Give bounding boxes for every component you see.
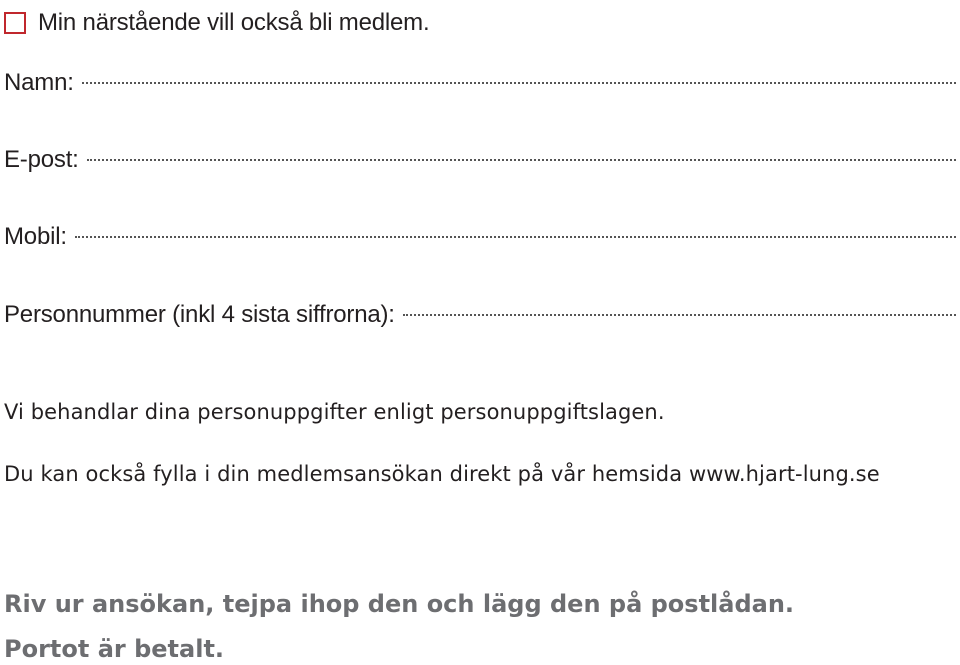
- mailing-instruction: Riv ur ansökan, tejpa ihop den och lägg den på postlådan.: [4, 590, 795, 618]
- email-field[interactable]: [4, 145, 956, 175]
- mobile-label: Mobil:: [4, 223, 67, 250]
- email-label: E-post:: [4, 146, 79, 173]
- personal-number-input-line[interactable]: [403, 314, 956, 316]
- relative-membership-label: Min närstående vill också bli medlem.: [38, 9, 430, 36]
- postage-paid-note: Portot är betalt.: [4, 635, 225, 663]
- online-application-notice: Du kan också fylla i din medlemsansökan direkt på vår hemsida www.hjart-lung.se: [4, 462, 880, 486]
- name-input-line[interactable]: [82, 82, 956, 84]
- personal-number-field[interactable]: [4, 300, 956, 330]
- relative-membership-checkbox[interactable]: [4, 12, 26, 34]
- mobile-input-line[interactable]: [75, 236, 956, 238]
- name-label: Namn:: [4, 69, 74, 96]
- privacy-notice: Vi behandlar dina personuppgifter enligt personuppgiftslagen.: [4, 400, 665, 424]
- mobile-field[interactable]: [4, 222, 956, 252]
- name-field[interactable]: [4, 68, 956, 98]
- personal-number-label: Personnummer (inkl 4 sista siffrorna):: [4, 301, 395, 328]
- relative-membership-option[interactable]: [4, 8, 429, 38]
- email-input-line[interactable]: [87, 159, 956, 161]
